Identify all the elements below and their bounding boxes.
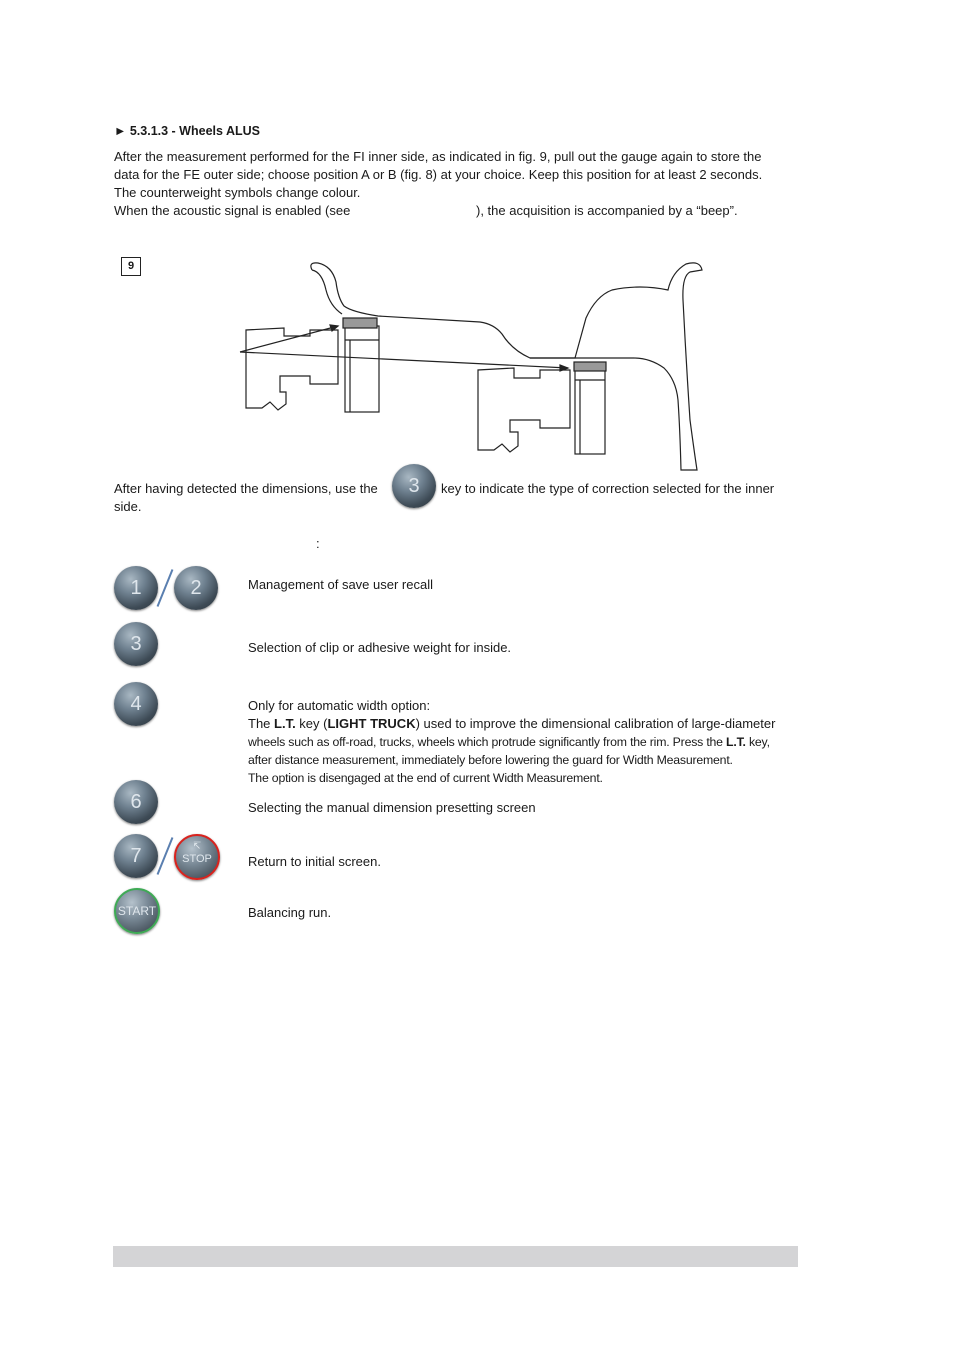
key-4-desc-line-2-pre: The <box>248 716 275 731</box>
section-heading: ► 5.3.1.3 - Wheels ALUS <box>114 124 260 138</box>
stop-label: STOP <box>182 853 212 865</box>
wheel-diagram <box>230 255 720 475</box>
after-dims-after: key to indicate the type of correction selected for the inner <box>441 481 775 496</box>
key-2-button[interactable]: 2 <box>174 566 218 610</box>
intro-line-1: After the measurement performed for the FI inner side, as indicated in fig. 9, pull out the gauge again to store the <box>114 149 762 164</box>
after-dims-line-1 <box>114 480 804 498</box>
stop-corner-icon: ↸ <box>192 841 202 852</box>
key-4-lt-bold-2: L.T. <box>726 735 746 749</box>
key-4-desc-line-3 <box>248 733 818 751</box>
intro-line-3: The counterweight symbols change colour. <box>114 185 361 200</box>
key-7-stop-description: Return to initial screen. <box>248 854 381 869</box>
key-3-button[interactable]: 3 <box>114 622 158 666</box>
after-dims-paragraph <box>114 480 804 516</box>
key-separator-slash-2 <box>157 837 174 875</box>
key-7-button[interactable]: 7 <box>114 834 158 878</box>
key-6-description: Selecting the manual dimension presetting screen <box>248 800 536 815</box>
key-4-desc-line-2-post: ) used to improve the dimensional calibration of large-diameter <box>415 716 776 731</box>
stop-button[interactable] <box>174 834 220 880</box>
key-1-button[interactable]: 1 <box>114 566 158 610</box>
right-counterweight <box>574 362 606 371</box>
key-4-lt-bold: L.T. <box>274 716 296 731</box>
keys-intro-colon: : <box>316 536 320 551</box>
after-dims-line-2: side. <box>114 499 142 514</box>
key-4-desc-line-4: after distance measurement, immediately before lowering the guard for Width Measurement. <box>248 753 733 767</box>
key-4-desc-line-3-post: key, <box>745 735 770 749</box>
left-gauge <box>246 328 338 410</box>
key-4-desc-line-1: Only for automatic width option: <box>248 698 431 713</box>
key-6-button[interactable]: 6 <box>114 780 158 824</box>
key-1-2-description: Management of save user recall <box>248 577 433 592</box>
intro-line-2: data for the FE outer side; choose position A or B (fig. 8) at your choice. Keep this position for at least 2 seconds. <box>114 167 763 182</box>
key-4-button[interactable]: 4 <box>114 682 158 726</box>
start-description: Balancing run. <box>248 905 332 920</box>
footer-bar <box>113 1246 798 1267</box>
inline-key-3-button[interactable]: 3 <box>392 464 436 508</box>
intro-line-4a: When the acoustic signal is enabled (see <box>114 203 351 218</box>
rim-profile <box>311 263 702 470</box>
arrow-to-outer <box>240 352 568 368</box>
key-4-desc-line-2 <box>248 715 818 733</box>
intro-paragraph <box>114 148 804 220</box>
figure-number: 9 <box>121 257 141 276</box>
rim-inner-line <box>312 270 634 358</box>
right-gauge <box>478 368 570 452</box>
key-4-desc-line-5: The option is disengaged at the end of current Width Measurement. <box>248 771 603 785</box>
key-4-description <box>248 697 818 787</box>
left-counterweight <box>343 318 377 328</box>
key-3-description: Selection of clip or adhesive weight for inside. <box>248 640 512 655</box>
key-4-desc-line-2-mid: key ( <box>295 716 328 731</box>
start-button[interactable]: START <box>114 888 160 934</box>
intro-line-4b: ), the acquisition is accompanied by a “beep”. <box>476 203 738 218</box>
key-separator-slash <box>157 569 174 607</box>
key-4-desc-line-3-pre: wheels such as off-road, trucks, wheels which protrude significantly from the rim. Press the <box>248 735 727 749</box>
key-4-light-truck-bold: LIGHT TRUCK <box>327 716 416 731</box>
after-dims-before: After having detected the dimensions, use the <box>114 481 378 496</box>
intro-line-4 <box>114 202 804 220</box>
